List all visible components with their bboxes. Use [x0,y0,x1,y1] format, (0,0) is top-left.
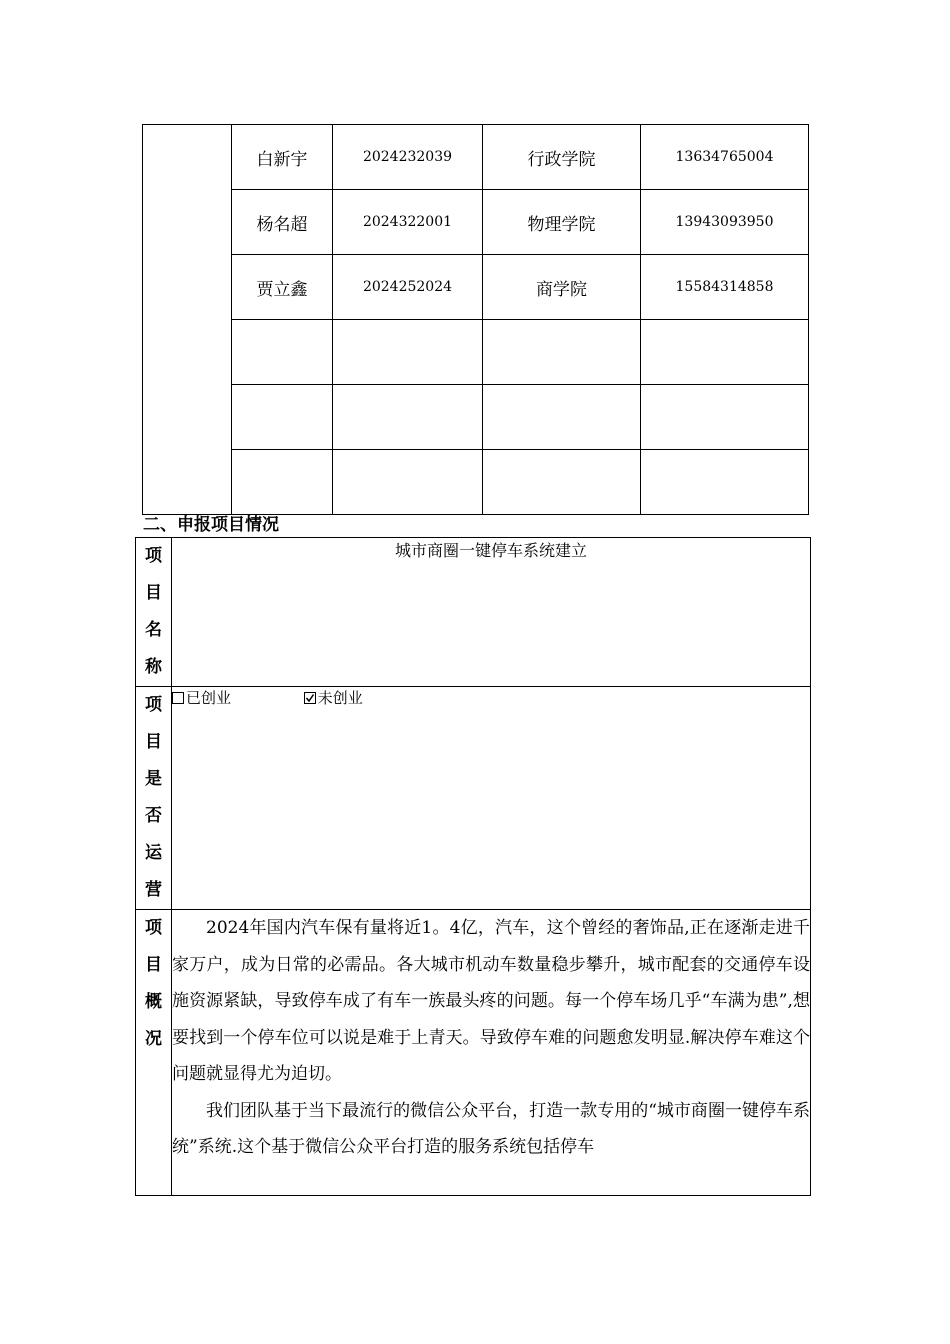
member-id: 2024322001 [333,190,483,255]
table-row [143,255,809,320]
empty-cell [333,450,483,515]
unchecked-checkbox-icon[interactable] [172,692,184,704]
table-row [143,125,809,190]
member-college: 物理学院 [483,190,641,255]
label-char: 运 [145,843,162,863]
member-college: 商学院 [483,255,641,320]
option-not-started[interactable] [304,687,363,709]
label-char: 项 [145,918,162,938]
project-overview-row [136,910,811,1196]
empty-cell [483,450,641,515]
section-title: 二、申报项目情况 [143,515,279,535]
project-overview-label [136,910,172,1196]
label-char: 称 [145,657,162,677]
empty-cell [483,385,641,450]
empty-cell [641,385,809,450]
empty-cell [641,320,809,385]
project-name-label [136,538,172,687]
project-name-row [136,538,811,687]
label-char: 营 [145,880,162,900]
overview-paragraph: 我们团队基于当下最流行的微信公众平台，打造一款专用的“城市商圈一键停车系统”系统.这个基于微信公众平台打造的服务系统包括停车 [172,1100,810,1157]
project-name-cell [172,538,811,687]
label-char: 况 [145,1029,162,1049]
members-label-cell [143,125,232,515]
label-char: 是 [145,769,162,789]
option-started-label: 已创业 [186,689,232,707]
members-table [142,124,809,515]
empty-cell [641,450,809,515]
project-operation-cell [172,687,811,910]
table-row [143,190,809,255]
empty-cell [333,385,483,450]
checked-checkbox-icon[interactable] [304,692,316,704]
label-char: 目 [145,583,162,603]
member-phone: 15584314858 [641,255,809,320]
member-id: 2024252024 [333,255,483,320]
project-overview-cell [172,910,811,1196]
label-char: 概 [145,992,162,1012]
empty-cell [483,320,641,385]
project-operation-label [136,687,172,910]
option-started[interactable] [172,687,231,709]
member-college: 行政学院 [483,125,641,190]
label-char: 名 [145,620,162,640]
table-row-empty [143,450,809,515]
table-row-empty [143,385,809,450]
project-table [135,537,811,1196]
option-not-started-label: 未创业 [317,689,363,707]
member-name: 白新宇 [232,125,333,190]
member-name: 贾立鑫 [232,255,333,320]
overview-paragraph: 2024年国内汽车保有量将近1。4亿，汽车，这个曾经的奢饰品,正在逐渐走进千家万户，成为日常的必需品。各大城市机动车数量稳步攀升，城市配套的交通停车设施资源紧缺，导致停车成了有车一族最头疼的问题。每一个停车场几乎“车满为患”,想要找到一个停车位可以说是难于上青天。导致停车难的问题愈发明显.解决停车难这个问题就显得尤为迫切。 [172,918,810,1084]
label-char: 项 [145,546,162,566]
empty-cell [232,320,333,385]
label-char: 目 [145,732,162,752]
table-row-empty [143,320,809,385]
project-operation-row [136,687,811,910]
member-phone: 13634765004 [641,125,809,190]
empty-cell [232,385,333,450]
label-char: 项 [145,695,162,715]
empty-cell [333,320,483,385]
label-char: 目 [145,955,162,975]
label-char: 否 [145,806,162,826]
empty-cell [232,450,333,515]
project-name-value: 城市商圈一键停车系统建立 [394,541,587,560]
member-phone: 13943093950 [641,190,809,255]
member-name: 杨名超 [232,190,333,255]
member-id: 2024232039 [333,125,483,190]
